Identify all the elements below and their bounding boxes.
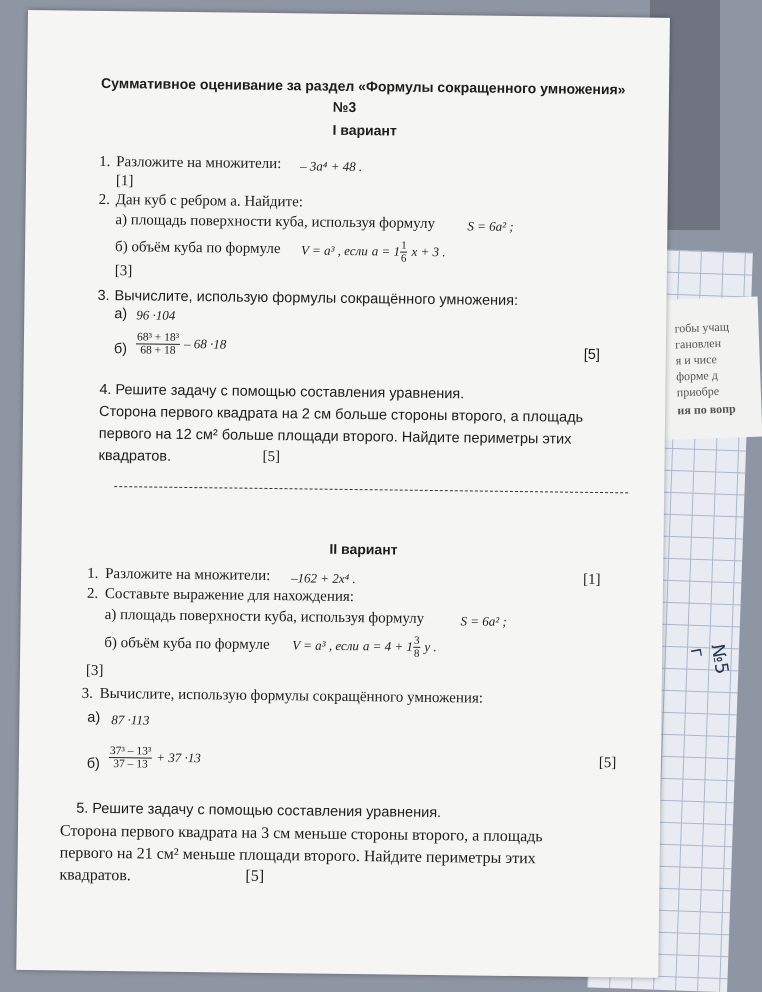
task-expression: 96 ·104 xyxy=(136,307,176,323)
task-paragraph: первого на 12 см² больше площади второго. Найдите периметры этих xyxy=(98,425,572,448)
fraction: $\frac{\text{37³ – 13³}}{37 - 13}$ xyxy=(109,745,152,771)
variant-2-heading: II вариант xyxy=(329,540,398,558)
task-expression: – 3a⁴ + 48 . xyxy=(300,158,363,175)
task-number: 2. xyxy=(98,191,111,209)
task-text: Решите задачу с помощью составления уравнения. xyxy=(115,382,465,403)
task-number: 1. xyxy=(99,153,111,171)
fraction: $\frac{\text{68³ + 18³}}{68 + 18}$ xyxy=(136,331,180,357)
task-expression: $\frac{\text{68³ + 18³}}{68 + 18}$ – 68 ·18 xyxy=(136,331,227,357)
task-expression: 87 ·113 xyxy=(111,712,150,728)
fraction: $\frac{3}{8}$ xyxy=(413,634,420,660)
task-number: 4. xyxy=(99,381,112,399)
task-score: [5] xyxy=(583,346,601,364)
task-expression: V = a³ , если a = 4 + 1 $\frac{3}{8}$ y . xyxy=(292,634,437,660)
background-text: я и чисе xyxy=(675,352,718,368)
subtask-text: а) площадь поверхности куба, используя формулу xyxy=(104,606,425,627)
task-paragraph: квадратов. xyxy=(59,866,131,885)
background-text: гобы учащ xyxy=(674,319,730,336)
task-number: 3. xyxy=(97,287,110,305)
task-paragraph: Сторона первого квадрата на 3 см меньше стороны второго, а площадь xyxy=(59,822,543,846)
fraction: $\frac{1}{6}$ xyxy=(400,239,407,265)
background-text: гановлен xyxy=(674,335,722,352)
task-number: 3. xyxy=(81,685,93,702)
background-text: форме д xyxy=(675,367,719,384)
worksheet-number: №3 xyxy=(332,98,357,116)
task-number: 2. xyxy=(86,585,99,602)
task-expression: S = 6a² ; xyxy=(467,218,514,234)
task-number: 5. xyxy=(76,800,89,817)
task-text: Вычислите, использую формулы сокращённого умножения: xyxy=(114,288,519,310)
subtask-text: б) объём куба по формуле xyxy=(104,634,270,653)
subtask-label: а) xyxy=(114,306,128,323)
worksheet-paper xyxy=(16,10,670,978)
task-paragraph: Сторона первого квадрата на 2 см больше стороны второго, а площадь xyxy=(98,403,584,426)
worksheet-title: Суммативное оценивание за раздел «Формулы сокращенного умножения» xyxy=(101,74,626,98)
task-score: [1] xyxy=(115,173,134,190)
handwritten-note: №5 г xyxy=(685,642,733,676)
subtask-text: а) площадь поверхности куба, используя формулу xyxy=(115,212,436,232)
subtask-label: а) xyxy=(87,709,101,726)
separator-line xyxy=(114,486,628,493)
task-paragraph: квадратов. xyxy=(98,447,172,465)
task-text: Разложите на множители: xyxy=(105,565,271,585)
task-text: Дан куб с ребром а. Найдите: xyxy=(115,192,304,211)
task-paragraph: первого на 21 см² меньше площади второго. Найдите периметры этих xyxy=(59,844,536,868)
task-expression: S = 6a² ; xyxy=(460,613,507,629)
task-score: [3] xyxy=(114,263,133,280)
task-expression: –162 + 2x⁴ . xyxy=(290,570,356,587)
task-score: [1] xyxy=(582,571,601,589)
task-score: [3] xyxy=(85,662,104,679)
subtask-text: б) объём куба по формуле xyxy=(115,239,281,258)
variant-1-heading: I вариант xyxy=(332,121,397,139)
background-text: ия по вопр xyxy=(677,401,736,418)
task-text: Решите задачу с помощью составления уравнения. xyxy=(92,800,442,822)
subtask-label: б) xyxy=(113,341,128,358)
background-text: приобре xyxy=(676,383,720,400)
subtask-label: б) xyxy=(86,755,101,772)
task-score: [5] xyxy=(262,448,281,466)
task-score: [5] xyxy=(598,755,617,772)
task-expression: V = a³ , если a = 1 $\frac{1}{6}$ x + 3 . xyxy=(300,239,446,265)
task-score: [5] xyxy=(245,867,265,885)
task-expression: $\frac{\text{37³ – 13³}}{37 - 13}$ + 37 ·13 xyxy=(109,745,201,771)
task-text: Составьте выражение для нахождения: xyxy=(104,585,355,606)
task-number: 1. xyxy=(87,565,99,582)
task-text: Разложите на множители: xyxy=(116,154,282,173)
task-text: Вычислите, использую формулы сокращённого умножения: xyxy=(99,685,484,707)
